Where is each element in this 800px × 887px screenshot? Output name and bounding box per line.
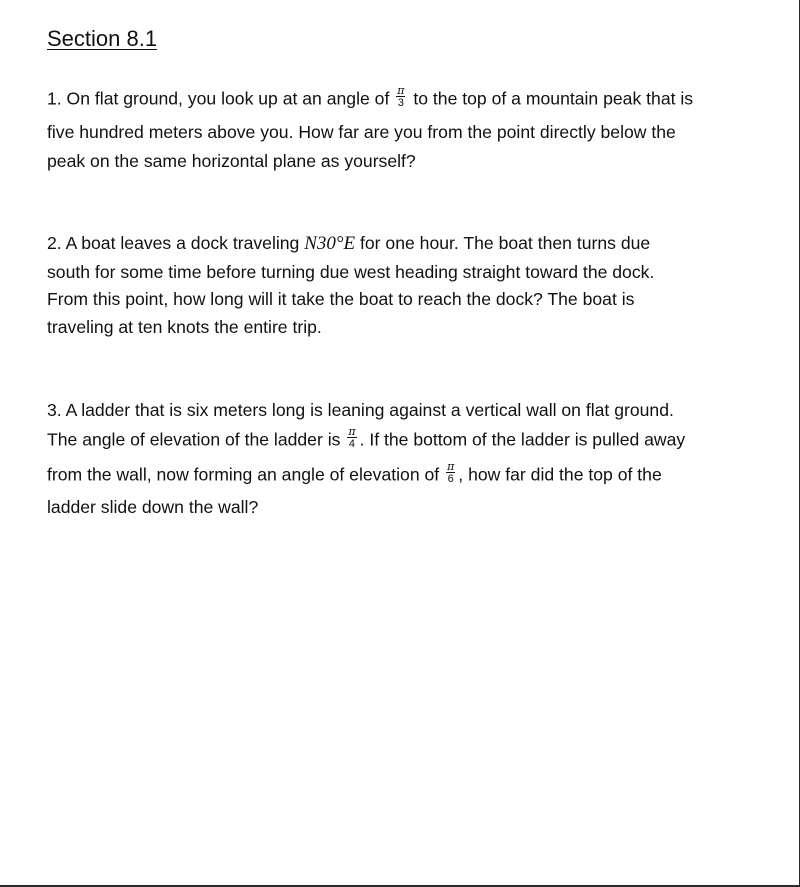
problem-line: from the wall, now forming an angle of elevation of $\frac{\pi}{6}$ , how far did the top of the: [47, 460, 662, 485]
problem-line: From this point, how long will it take the boat to reach the dock? The boat is: [47, 289, 635, 309]
problem-line: 1. On flat ground, you look up at an angle of $\frac{\pi}{3}$ to the top of a mountain peak that is: [47, 84, 694, 109]
problem-line: five hundred meters above you. How far are you from the point directly below the: [47, 122, 676, 142]
problem-line: 2. A boat leaves a dock traveling N30°E for one hour. The boat then turns due: [47, 233, 651, 254]
fraction: $\frac{\pi}{6}$: [447, 460, 455, 485]
bearing-expression: N30°E: [304, 233, 356, 254]
problem-line: The angle of elevation of the ladder is $\frac{\pi}{4}$ . If the bottom of the ladder is pulled away: [47, 425, 686, 450]
section-title: Section 8.1: [47, 26, 158, 51]
problem-line: south for some time before turning due west heading straight toward the dock.: [47, 262, 655, 282]
fraction: $\frac{\pi}{4}$: [348, 425, 356, 450]
fraction: $\frac{\pi}{3}$: [397, 84, 405, 109]
problem-line: ladder slide down the wall?: [47, 497, 259, 517]
problem-line: traveling at ten knots the entire trip.: [47, 317, 322, 337]
problem-line: peak on the same horizontal plane as yourself?: [47, 151, 416, 171]
problem-line: 3. A ladder that is six meters long is leaning against a vertical wall on flat ground.: [47, 400, 674, 420]
